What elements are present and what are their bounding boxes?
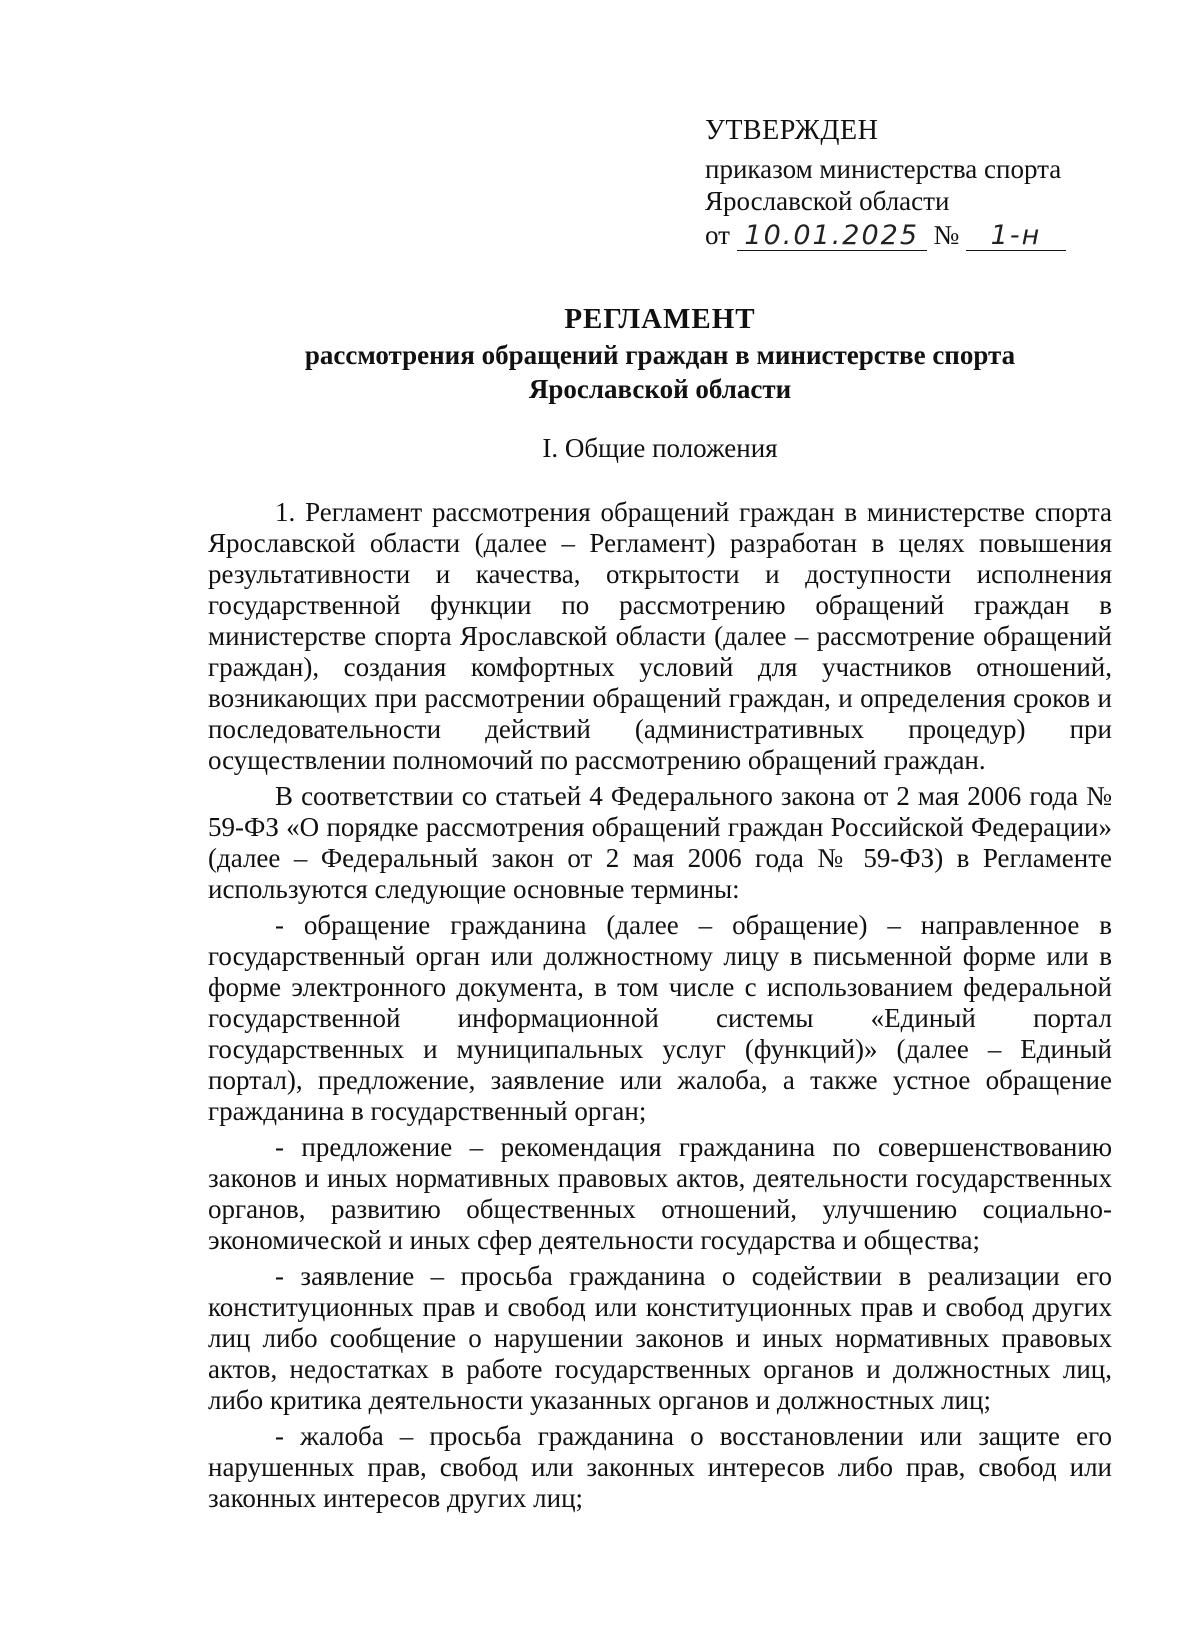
document-title-block [200,302,1120,406]
number-prefix: № [933,220,960,250]
approval-stamp [705,115,1085,251]
section-heading: I. Общие положения [542,433,778,463]
handwritten-number: 1-н [966,222,1066,251]
date-prefix: от [705,220,730,250]
approval-region-line: Ярославской области [705,186,950,216]
approval-order-line: приказом министерства спорта [705,154,1062,184]
paragraph-term-appeal: - обращение гражданина (далее – обращение) – направленное в государственный орган или должностному лицу в письменной форме или в форме электронного документа, в том числе с использованием федеральной государственной информационной системы «Единый портал государственных и муниципальных услуг (функций)» (далее – Единый портал), предложение, заявление или жалоба, а также устное обращение гражданина в государственный орган; [208,910,1112,1126]
approval-date-row [705,219,1085,251]
paragraph-term-statement: - заявление – просьба гражданина о содействии в реализации его конституционных прав и свобод или конституционных прав и свобод других лиц либо сообщение о нарушении законов и иных нормативных правовых актов, недостатках в работе государственных органов и должностных лиц, либо критика деятельности указанных органов и должностных лиц; [208,1261,1112,1415]
handwritten-date: 10.01.2025 [737,222,927,251]
document-subtitle-line1: рассмотрения обращений граждан в министерстве спорта [304,340,1016,370]
document-body [208,497,1112,1519]
paragraph-1: 1. Регламент рассмотрения обращений граждан в министерстве спорта Ярославской области (далее – Регламент) разработан в целях повышения результативности и качества, открытости и доступности исполнения государственной функции по рассмотрению обращений граждан в министерстве спорта Ярославской области (далее – рассмотрение обращений граждан), создания комфортных условий для участников отношений, возникающих при рассмотрении обращений граждан, и определения сроков и последовательности действий (административных процедур) при осуществлении полномочий по рассмотрению обращений граждан. [208,497,1112,775]
document-subtitle-line2: Ярославской области [528,374,792,404]
paragraph-term-proposal: - предложение – рекомендация гражданина по совершенствованию законов и иных нормативных правовых актов, деятельности государственных органов, развитию общественных отношений, улучшению социально-экономической и иных сфер деятельности государства и общества; [208,1132,1112,1255]
approval-title: УТВЕРЖДЕН [705,115,879,146]
paragraph-term-complaint: - жалоба – просьба гражданина о восстановлении или защите его нарушенных прав, свобод или законных интересов либо прав, свобод или законных интересов других лиц; [208,1421,1112,1513]
document-title: РЕГЛАМЕНТ [564,303,756,335]
paragraph-terms-intro: В соответствии со статьей 4 Федерального закона от 2 мая 2006 года № 59-ФЗ «О порядке рассмотрения обращений граждан Российской Федерации» (далее – Федеральный закон от 2 мая 2006 года № 59-ФЗ) в Регламенте используются следующие основные термины: [208,781,1112,904]
